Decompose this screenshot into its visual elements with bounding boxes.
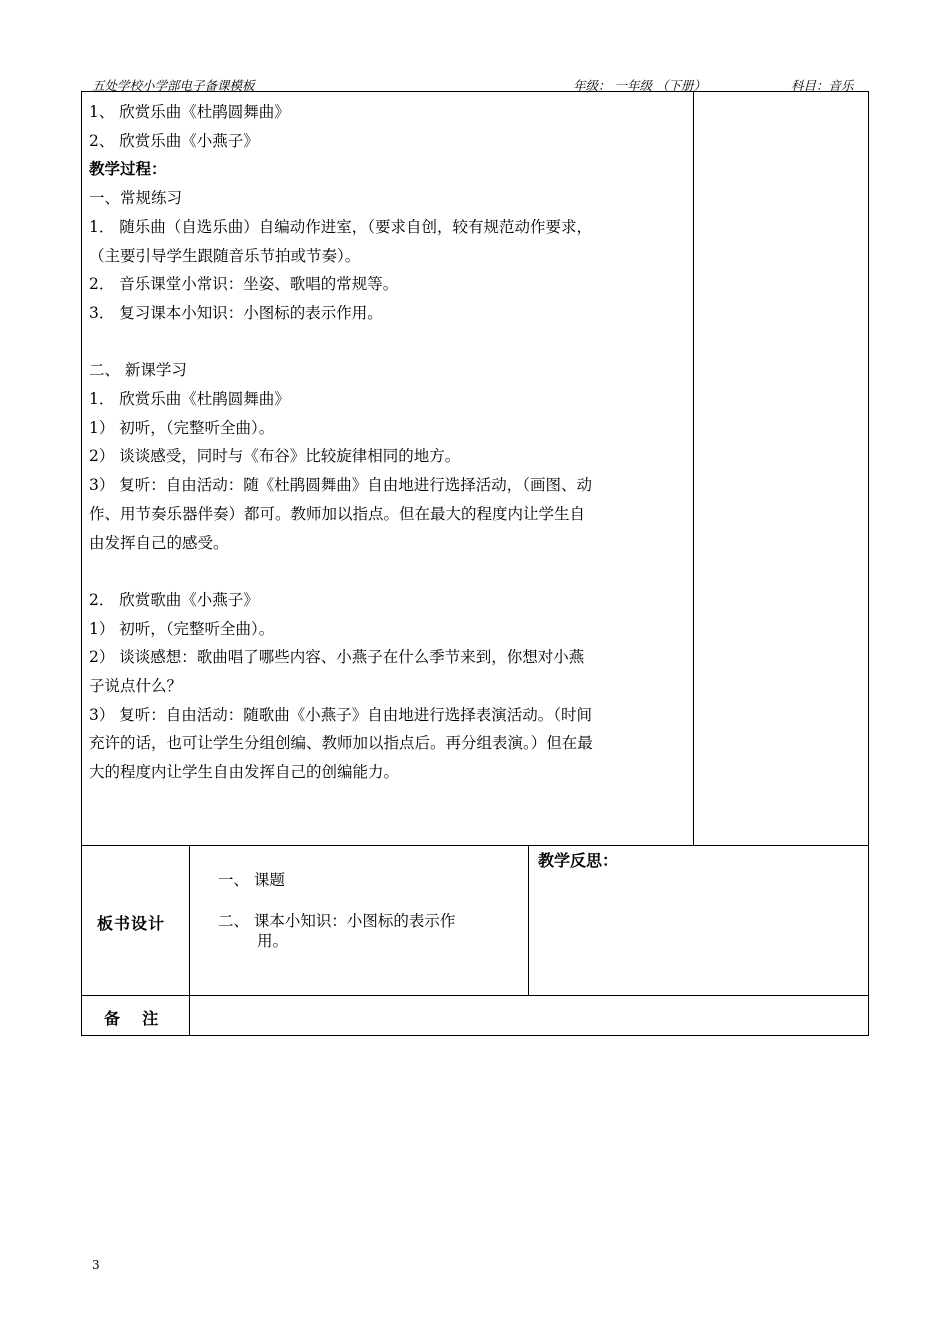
- margin-column-divider: [693, 91, 694, 845]
- lesson-line: 2） 谈谈感想：歌曲唱了哪些内容、小燕子在什么季节来到，你想对小燕: [89, 648, 585, 667]
- board-design-label: 板书设计: [97, 914, 166, 933]
- lesson-line: 3． 复习课本小知识：小图标的表示作用。: [89, 303, 383, 322]
- row-divider-board: [81, 845, 869, 846]
- lesson-line: 二、 新课学习: [89, 361, 187, 380]
- lesson-line: 大的程度内让学生自由发挥自己的创编能力。: [89, 763, 400, 782]
- lesson-line: 3） 复听：自由活动：随歌曲《小燕子》自由地进行选择表演活动。（时间: [89, 705, 593, 724]
- board-item-2-continued: 用。: [257, 932, 289, 950]
- lesson-line: 由发挥自己的感受。: [89, 533, 229, 552]
- lesson-content: [89, 98, 689, 787]
- row-divider-notes: [81, 995, 869, 996]
- blank-line: [89, 557, 689, 586]
- page-number: 3: [92, 1258, 100, 1272]
- lesson-line: 2、 欣赏乐曲《小燕子》: [89, 131, 259, 150]
- board-item-2: 二、 课本小知识：小图标的表示作: [218, 912, 456, 930]
- header-school: 五处学校小学部电子备课模板: [92, 78, 255, 93]
- label-column-divider: [189, 845, 190, 1036]
- lesson-line: 教学过程：: [89, 159, 167, 179]
- lesson-line: 3） 复听：自由活动：随《杜鹃圆舞曲》自由地进行选择活动，（画图、动: [89, 476, 593, 495]
- reflection-label: 教学反思：: [538, 851, 619, 870]
- header-grade: 年级： 一年级 （下册）: [573, 78, 706, 93]
- lesson-line: 一、常规练习: [89, 189, 183, 208]
- lesson-line: （主要引导学生跟随音乐节拍或节奏）。: [89, 246, 361, 265]
- lesson-line: 充许的话，也可让学生分组创编、教师加以指点后。再分组表演。）但在最: [89, 734, 593, 753]
- lesson-line: 1． 随乐曲（自选乐曲）自编动作进室，（要求自创，较有规范动作要求，: [89, 217, 593, 236]
- lesson-line: 子说点什么？: [89, 677, 183, 696]
- blank-line: [89, 328, 689, 357]
- reflection-column-divider: [528, 845, 529, 995]
- lesson-line: 2． 欣赏歌曲《小燕子》: [89, 590, 259, 609]
- lesson-line: 1、 欣赏乐曲《杜鹃圆舞曲》: [89, 103, 290, 121]
- board-item-1: 一、 课题: [218, 871, 285, 889]
- lesson-line: 2． 音乐课堂小常识：坐姿、歌唱的常规等。: [89, 275, 399, 294]
- lesson-line: 2） 谈谈感受，同时与《布谷》比较旋律相同的地方。: [89, 447, 461, 466]
- notes-label: 备 注: [104, 1009, 159, 1028]
- lesson-line: 作、用节奏乐器伴奏）都可。教师加以指点。但在最大的程度内让学生自: [89, 504, 586, 523]
- header-subject: 科目：音乐: [791, 78, 854, 93]
- lesson-line: 1） 初听，（完整听全曲）。: [89, 619, 275, 638]
- lesson-line: 1． 欣赏乐曲《杜鹃圆舞曲》: [89, 390, 290, 409]
- lesson-line: 1） 初听，（完整听全曲）。: [89, 418, 275, 437]
